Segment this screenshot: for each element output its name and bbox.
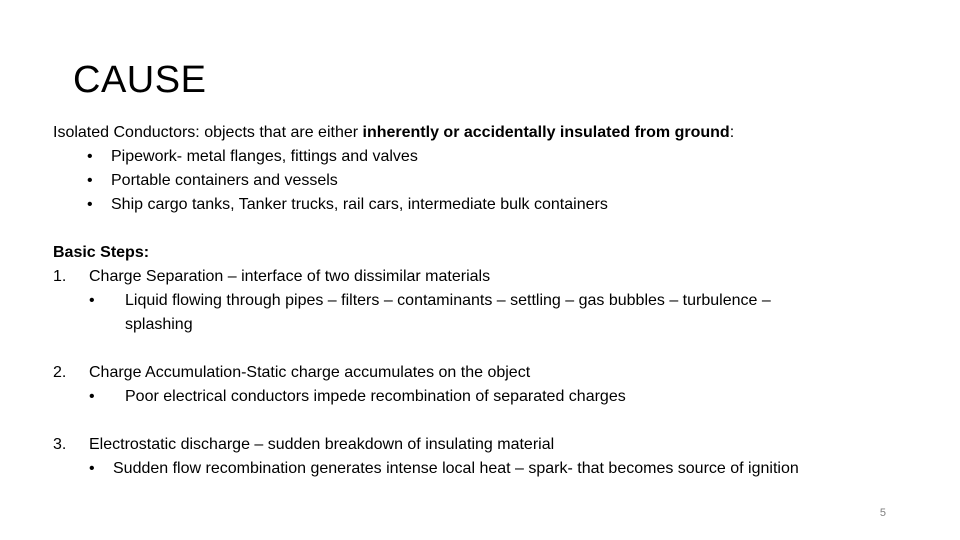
- bullet-icon: •: [87, 148, 93, 165]
- step-detail-text: Liquid flowing through pipes – filters – contaminants – settling – gas bubbles – turbulence –: [125, 292, 771, 309]
- step-text: Charge Separation – interface of two dissimilar materials: [89, 268, 491, 285]
- step-1-detail-continued: [53, 313, 933, 337]
- step-detail-text: Sudden flow recombination generates intense local heat – spark- that becomes source of ignition: [113, 460, 799, 477]
- list-item-text: Portable containers and vessels: [111, 172, 338, 189]
- bullet-icon: •: [87, 196, 93, 213]
- list-item-text: Pipework- metal flanges, fittings and valves: [111, 148, 418, 165]
- intro-emphasis: inherently or accidentally insulated from ground: [362, 124, 730, 141]
- bullet-icon: •: [89, 292, 95, 309]
- step-1: [53, 265, 933, 289]
- list-item: [53, 169, 933, 193]
- step-3: [53, 433, 933, 457]
- step-text: Charge Accumulation-Static charge accumulates on the object: [89, 364, 531, 381]
- list-item: [53, 193, 933, 217]
- slide-title: CAUSE: [73, 59, 207, 101]
- slide-body: [53, 121, 933, 481]
- bullet-icon: •: [87, 172, 93, 189]
- step-number: 2.: [53, 364, 67, 381]
- step-text: Electrostatic discharge – sudden breakdown of insulating material: [89, 436, 555, 453]
- intro-line: [53, 121, 933, 145]
- step-2-detail: [53, 385, 933, 409]
- step-3-detail: [53, 457, 933, 481]
- step-1-detail: [53, 289, 933, 313]
- step-number: 3.: [53, 436, 67, 453]
- intro-text: Isolated Conductors: objects that are either: [53, 124, 363, 141]
- step-number: 1.: [53, 268, 67, 285]
- step-detail-text: Poor electrical conductors impede recombination of separated charges: [125, 388, 626, 405]
- page-number: 5: [879, 507, 886, 519]
- step-detail-text: splashing: [125, 316, 193, 333]
- list-item-text: Ship cargo tanks, Tanker trucks, rail cars, intermediate bulk containers: [111, 196, 608, 213]
- intro-colon: :: [729, 124, 735, 141]
- bullet-icon: •: [89, 388, 95, 405]
- steps-heading: Basic Steps:: [53, 244, 150, 261]
- list-item: [53, 145, 933, 169]
- step-2: [53, 361, 933, 385]
- bullet-icon: •: [89, 460, 95, 477]
